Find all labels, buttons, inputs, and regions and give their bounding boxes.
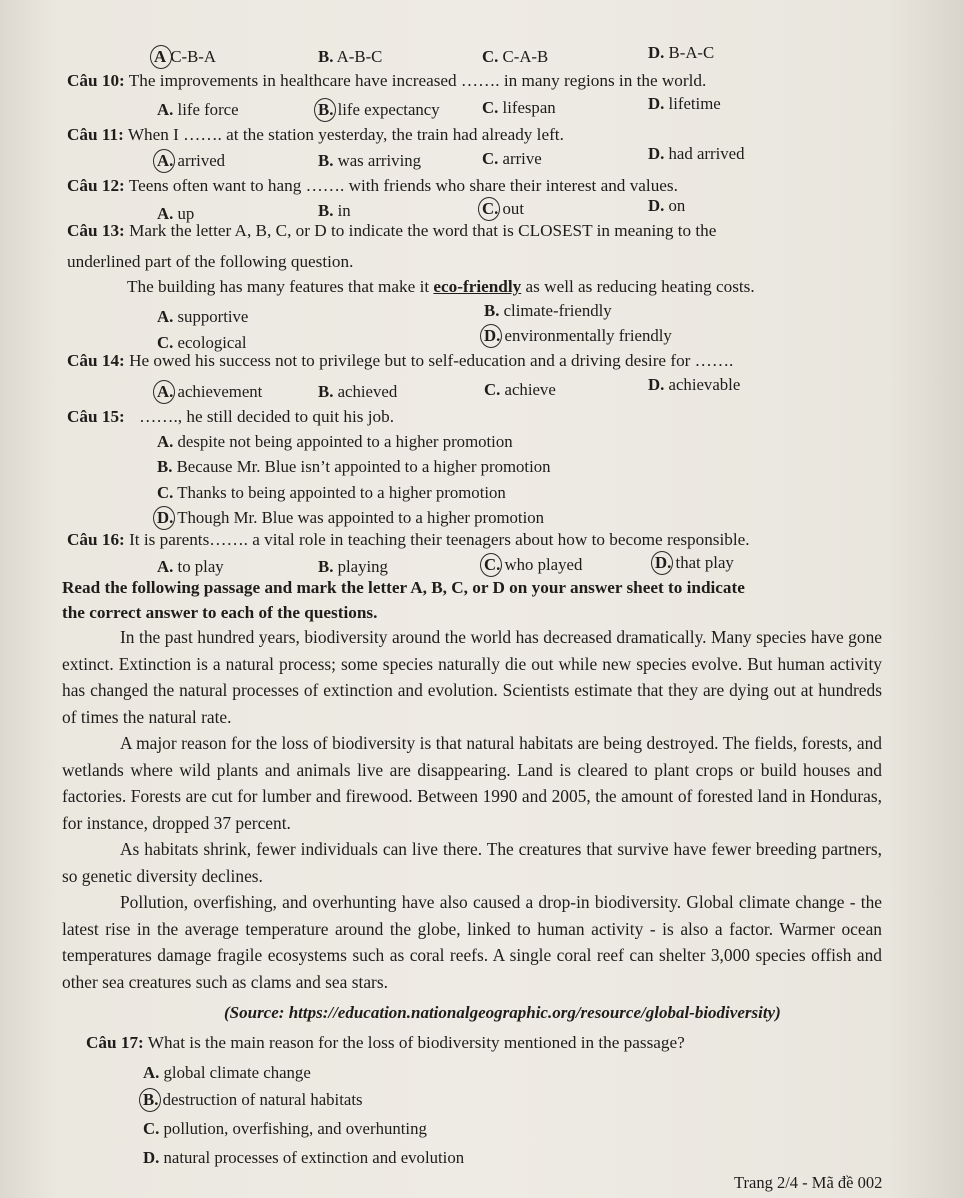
q9-option-c[interactable]: C. C-A-B [482, 47, 549, 66]
answer-circle [153, 149, 175, 173]
q17-option-b[interactable]: B. destruction of natural habitats [143, 1089, 363, 1111]
answer-circle [153, 380, 175, 404]
q10-option-d[interactable]: D. lifetime [648, 94, 721, 113]
reading-passage [62, 624, 882, 995]
question-13: Câu 13: Mark the letter A, B, C, or D to indicate the word that is CLOSEST in meaning to the [67, 221, 717, 240]
q16-option-d[interactable]: D. that play [655, 552, 734, 574]
q13-option-b[interactable]: B. climate-friendly [484, 301, 612, 320]
q13-option-d[interactable]: D. environmentally friendly [484, 325, 672, 347]
q15-option-c[interactable]: C. Thanks to being appointed to a higher promotion [157, 483, 506, 502]
reading-instruction: Read the following passage and mark the letter A, B, C, or D on your answer sheet to indicate [62, 578, 745, 597]
q14-option-c[interactable]: C. achieve [484, 380, 556, 399]
q11-option-a[interactable]: A. arrived [157, 150, 225, 172]
q17-option-d[interactable]: D. natural processes of extinction and evolution [143, 1148, 465, 1167]
question-10: Câu 10: The improvements in healthcare have increased ……. in many regions in the world. [67, 71, 707, 90]
q10-option-c[interactable]: C. lifespan [482, 98, 556, 117]
q17-option-a[interactable]: A. global climate change [143, 1063, 311, 1082]
question-16: Câu 16: It is parents……. a vital role in teaching their teenagers about how to become responsible. [67, 530, 750, 549]
answer-circle [480, 324, 502, 348]
q15-option-b[interactable]: B. Because Mr. Blue isn’t appointed to a higher promotion [157, 457, 551, 476]
question-15: Câu 15: ……., he still decided to quit his job. [67, 407, 395, 426]
reading-instruction-line-2: the correct answer to each of the questions. [62, 603, 378, 622]
q14-option-a[interactable]: A. achievement [157, 381, 262, 403]
q12-option-a[interactable]: A. up [157, 204, 195, 223]
answer-circle [478, 197, 500, 221]
answer-circle [480, 553, 502, 577]
q10-option-a[interactable]: A. life force [157, 100, 239, 119]
answer-circle [314, 98, 336, 122]
q15-option-d[interactable]: D. Though Mr. Blue was appointed to a higher promotion [157, 507, 544, 529]
q15-option-a[interactable]: A. despite not being appointed to a higher promotion [157, 432, 513, 451]
q12-option-c[interactable]: C. out [482, 198, 524, 220]
q13-option-a[interactable]: A. supportive [157, 307, 249, 326]
q16-option-c[interactable]: C. who played [484, 554, 582, 576]
q14-option-b[interactable]: B. achieved [318, 382, 398, 401]
passage-paragraph: Pollution, overfishing, and overhunting have also caused a drop-in biodiversity. Global climate change - the latest rise in the average temperature around the globe, linked to human activity - is also a factor. Warmer ocean temperatures damage fragile ecosystems such as coral reefs. A single coral reef can shelter 3,000 species offish and other sea creatures such as clams and sea stars. [62, 892, 882, 992]
question-13-line-2: underlined part of the following question. [67, 252, 354, 271]
q14-option-d[interactable]: D. achievable [648, 375, 741, 394]
question-13-sentence: The building has many features that make it eco-friendly as well as reducing heating costs. [127, 277, 755, 296]
q10-option-b[interactable]: B. life expectancy [318, 99, 440, 121]
q11-option-d[interactable]: D. had arrived [648, 144, 745, 163]
q16-option-a[interactable]: A. to play [157, 557, 224, 576]
question-17: Câu 17: What is the main reason for the loss of biodiversity mentioned in the passage? [86, 1033, 685, 1052]
answer-circle [153, 506, 175, 530]
q16-option-b[interactable]: B. playing [318, 557, 388, 576]
q9-option-b[interactable]: B. A-B-C [318, 47, 383, 66]
answer-circle [139, 1088, 161, 1112]
page-footer: Trang 2/4 - Mã đề 002 [734, 1173, 883, 1192]
q9-option-a[interactable]: A C-B-A [154, 46, 216, 68]
question-12: Câu 12: Teens often want to hang ……. with friends who share their interest and values. [67, 176, 678, 195]
passage-paragraph: A major reason for the loss of biodiversity is that natural habitats are being destroyed. The fields, forests, and wetlands where wild plants and animals live are disappearing. Land is cleared to plant crops or build houses and factories. Forests are cut for lumber and firewood. Between 1990 and 2005, the amount of forested land in Honduras, for instance, dropped 37 percent. [62, 733, 882, 833]
question-14: Câu 14: He owed his success not to privilege but to self-education and a driving desire for ……. [67, 351, 734, 370]
passage-paragraph: As habitats shrink, fewer individuals can live there. The creatures that survive have fewer breeding partners, so genetic diversity declines. [62, 839, 882, 886]
q13-option-c[interactable]: C. ecological [157, 333, 247, 352]
answer-circle [150, 45, 172, 69]
question-11: Câu 11: When I ……. at the station yesterday, the train had already left. [67, 125, 564, 144]
q11-option-c[interactable]: C. arrive [482, 149, 542, 168]
q9-option-d[interactable]: D. B-A-C [648, 43, 715, 62]
answer-circle [651, 551, 673, 575]
q11-option-b[interactable]: B. was arriving [318, 151, 422, 170]
q12-option-d[interactable]: D. on [648, 196, 686, 215]
q12-option-b[interactable]: B. in [318, 201, 351, 220]
q17-option-c[interactable]: C. pollution, overfishing, and overhunting [143, 1119, 427, 1138]
passage-source: (Source: https://education.nationalgeographic.org/resource/global-biodiversity) [224, 1003, 781, 1022]
passage-paragraph: In the past hundred years, biodiversity around the world has decreased dramatically. Many species have gone extinct. Extinction is a natural process; some species naturally die out while new species evolve. But human activity has changed the natural processes of extinction and evolution. Scientists estimate that they are dying out at hundreds of times the natural rate. [62, 627, 882, 727]
